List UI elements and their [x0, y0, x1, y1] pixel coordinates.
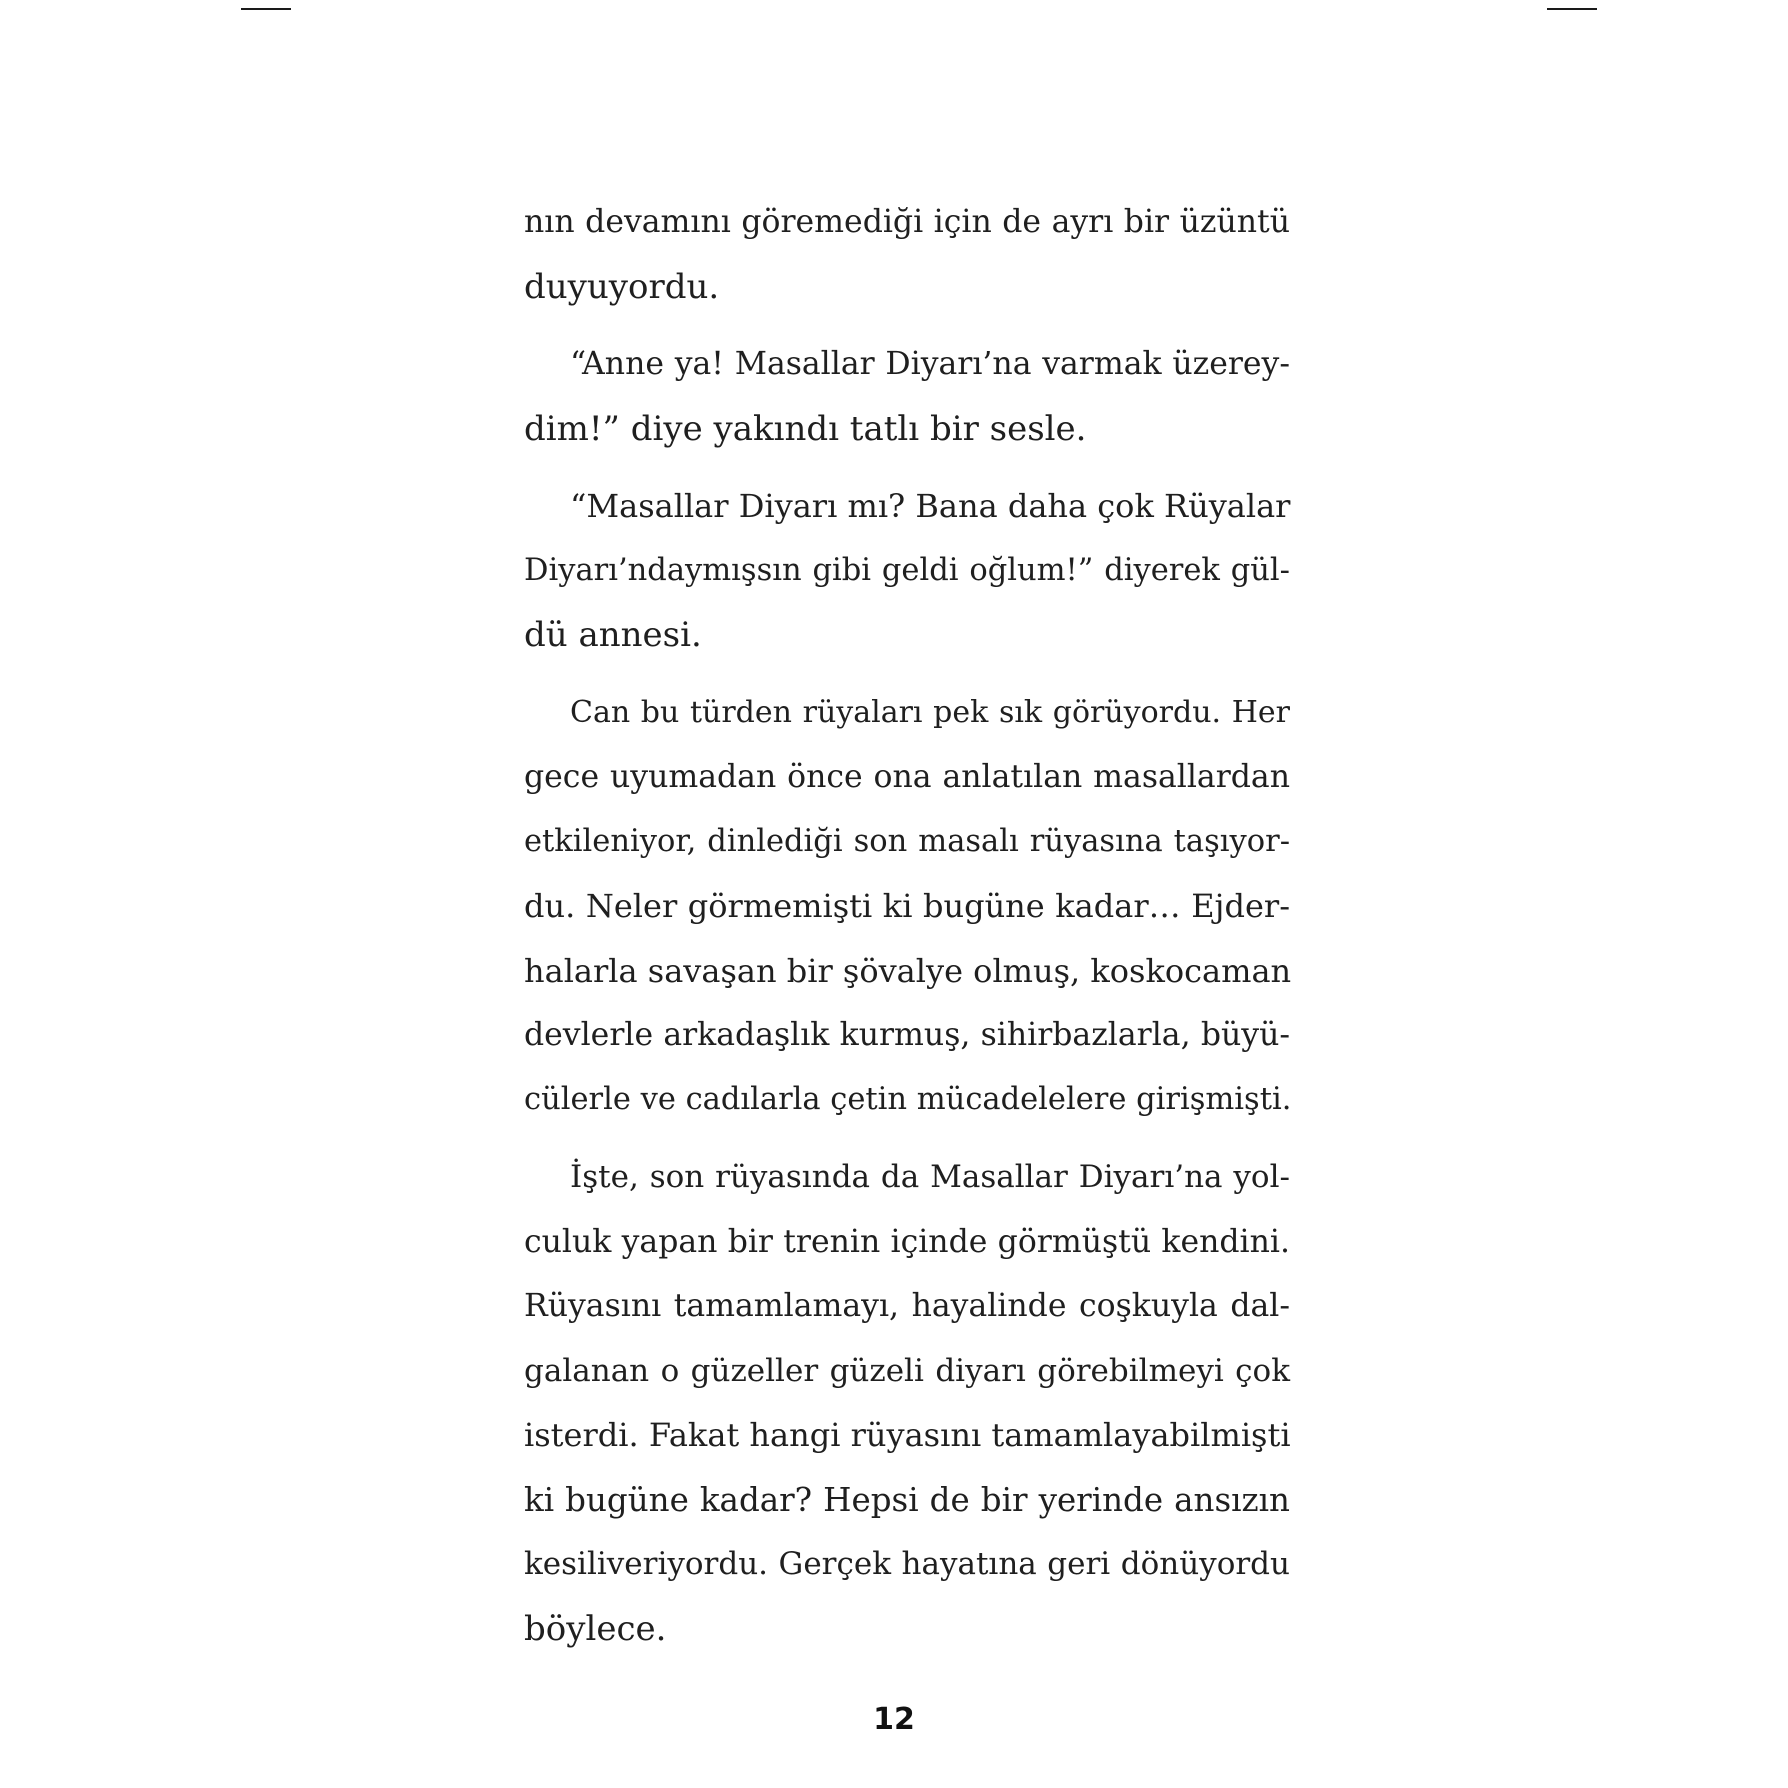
text-line: halarla savaşan bir şövalye olmuş, koskocaman — [524, 951, 1292, 990]
text-line: Can bu türden rüyaları pek sık görüyordu. Her — [570, 694, 1290, 730]
text-line: etkileniyor, dinlediği son masalı rüyasına taşıyor- — [524, 823, 1290, 859]
text-line: ki bugüne kadar? Hepsi de bir yerinde ansızın — [524, 1480, 1290, 1519]
text-line: duyuyordu. — [524, 266, 720, 307]
text-line: “Anne ya! Masallar Diyarı’na varmak üzerey- — [570, 346, 1290, 382]
text-line: culuk yapan bir trenin içinde görmüştü kendini. — [524, 1223, 1290, 1260]
text-line: isterdi. Fakat hangi rüyasını tamamlayabilmişti — [524, 1416, 1291, 1454]
crop-mark-right — [1547, 8, 1597, 10]
text-line: Rüyasını tamamlamayı, hayalinde coşkuyla dal- — [524, 1288, 1290, 1324]
text-line: du. Neler görmemişti ki bugüne kadar… Ejder- — [524, 887, 1290, 925]
text-line: galanan o güzeller güzeli diyarı görebilmeyi çok — [524, 1352, 1290, 1389]
text-line: kesiliveriyordu. Gerçek hayatına geri dönüyordu — [524, 1546, 1290, 1582]
text-line: gece uyumadan önce ona anlatılan masallardan — [524, 759, 1290, 795]
text-line: Diyarı’ndaymışsın gibi geldi oğlum!” diyerek gül- — [524, 552, 1290, 588]
page-number: 12 — [873, 1702, 915, 1737]
text-line: böylece. — [524, 1608, 667, 1649]
text-line: nın devamını göremediği için de ayrı bir üzüntü — [524, 204, 1290, 240]
text-line: “Masallar Diyarı mı? Bana daha çok Rüyalar — [570, 487, 1291, 525]
text-line: dü annesi. — [524, 615, 702, 655]
text-line: İşte, son rüyasında da Masallar Diyarı’na yol- — [570, 1159, 1290, 1195]
crop-mark-left — [241, 8, 291, 10]
body-text — [524, 190, 1290, 1661]
text-line: cülerle ve cadılarla çetin mücadelelere girişmişti. — [524, 1081, 1292, 1117]
text-line: devlerle arkadaşlık kurmuş, sihirbazlarla, büyü- — [524, 1017, 1290, 1053]
text-line: dim!” diye yakındı tatlı bir sesle. — [524, 408, 1087, 449]
